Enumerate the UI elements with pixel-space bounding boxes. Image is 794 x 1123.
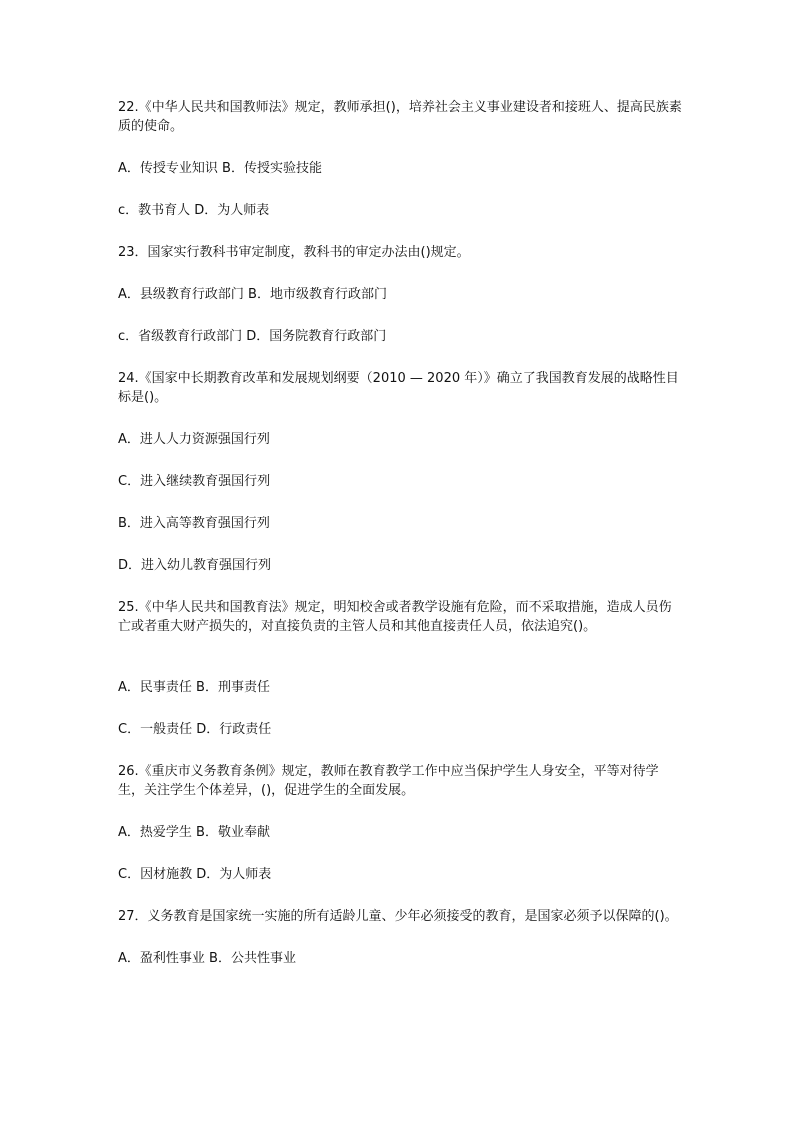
question-24-option-b: B．进入高等教育强国行列 <box>118 516 270 531</box>
question-24-option-d: D．进入幼儿教育强国行列 <box>118 558 272 573</box>
question-22-options-ab: A．传授专业知识 B．传授实验技能 <box>118 161 322 176</box>
question-26-stem: 26.《重庆市义务教育条例》规定，教师在教育教学工作中应当保护学生人身安全，平等对待学生，关注学生个体差异，()，促进学生的全面发展。 <box>118 764 659 798</box>
question-25-stem: 25.《中华人民共和国教育法》规定，明知校舍或者教学设施有危险，而不采取措施，造成人员伤亡或者重大财产损失的，对直接负责的主管人员和其他直接责任人员，依法追究()。 <box>118 600 672 634</box>
question-25-options-cd: C．一般责任 D．行政责任 <box>118 722 272 737</box>
question-27-options-ab: A．盈利性事业 B．公共性事业 <box>118 951 296 966</box>
question-23-stem: 23．国家实行教科书审定制度，教科书的审定办法由()规定。 <box>118 245 470 260</box>
question-23-options-cd: c．省级教育行政部门 D．国务院教育行政部门 <box>118 329 387 344</box>
question-26-options-cd: C．因材施教 D．为人师表 <box>118 867 272 882</box>
question-25-options-ab: A．民事责任 B．刑事责任 <box>118 680 270 695</box>
question-22-stem: 22.《中华人民共和国教师法》规定，教师承担()，培养社会主义事业建设者和接班人、提高民族素质的使命。 <box>118 100 682 134</box>
document-page <box>118 98 684 968</box>
question-23-options-ab: A．县级教育行政部门 B．地市级教育行政部门 <box>118 287 387 302</box>
question-24-stem: 24.《国家中长期教育改革和发展规划纲要（2010 — 2020 年）》确立了我国教育发展的战略性目标是()。 <box>118 371 679 405</box>
question-26-options-ab: A．热爱学生 B．敬业奉献 <box>118 825 270 840</box>
question-27-stem: 27．义务教育是国家统一实施的所有适龄儿童、少年必须接受的教育，是国家必须予以保障的()。 <box>118 909 678 924</box>
question-24-option-c: C．进入继续教育强国行列 <box>118 474 271 489</box>
question-24-option-a: A．进人人力资源强国行列 <box>118 432 270 447</box>
question-22-options-cd: c．教书育人 D．为人师表 <box>118 203 270 218</box>
